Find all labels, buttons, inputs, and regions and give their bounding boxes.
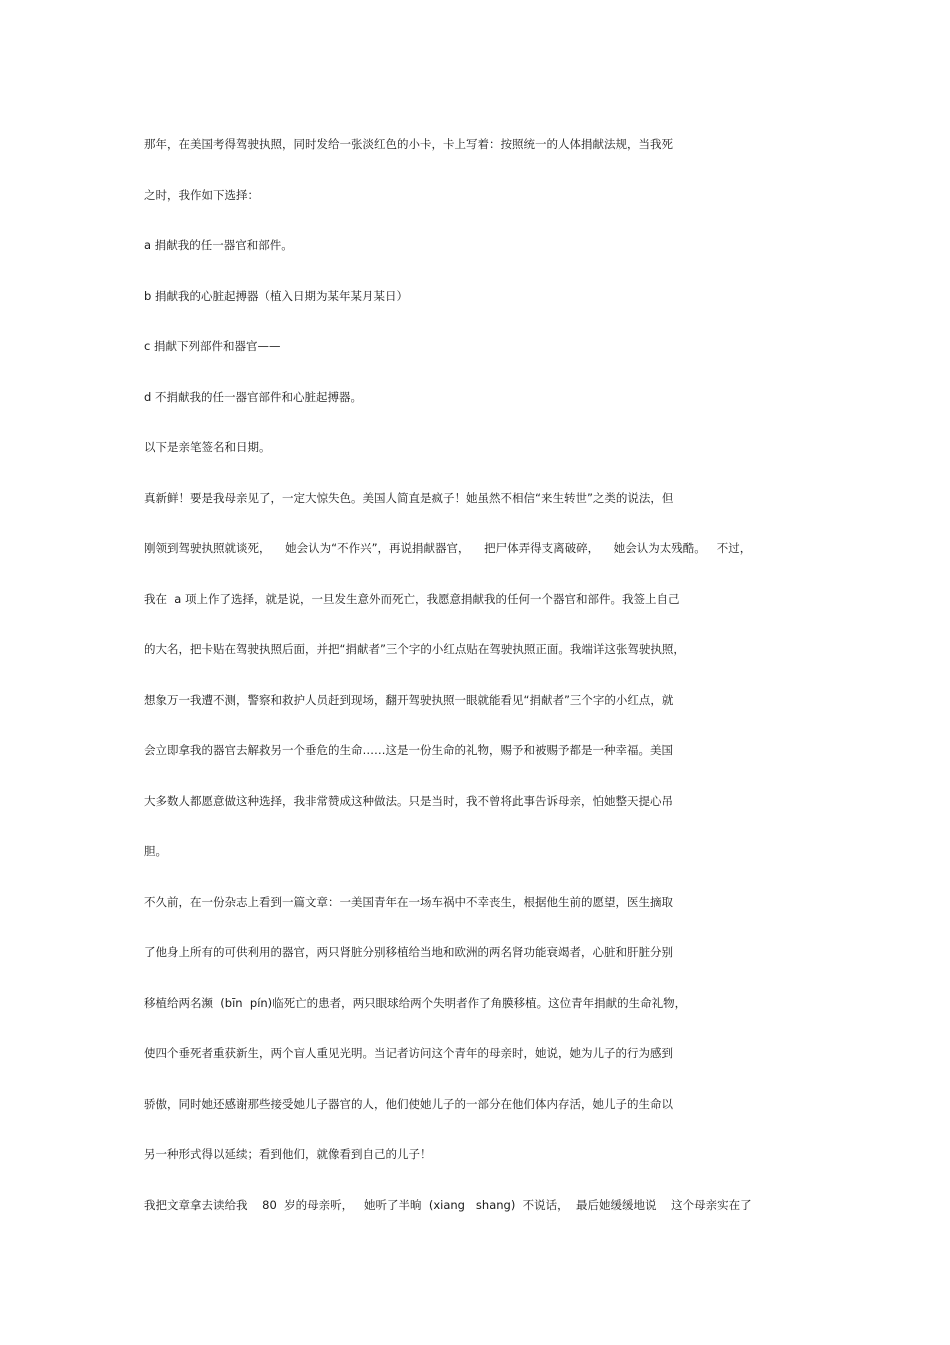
paragraph-line: 我把文章拿去读给我 80 岁的母亲听， 她听了半晌 (xiang shang) 不说话， 最后她缓缓地说 这个母亲实在了 — [144, 1197, 752, 1212]
paragraph-line: 以下是亲笔签名和日期。 — [144, 440, 271, 454]
paragraph-line: 了他身上所有的可供利用的器官，两只肾脏分别移植给当地和欧洲的两名肾功能衰竭者，心脏和肝脏分别 — [144, 945, 673, 959]
option-line: a 捐献我的任一器官和部件。 — [144, 238, 293, 252]
option-line: c 捐献下列部件和器官—— — [144, 339, 281, 353]
paragraph-line: 不久前，在一份杂志上看到一篇文章：一美国青年在一场车祸中不幸丧生，根据他生前的愿望，医生摘取 — [144, 894, 673, 909]
paragraph-line: 我在 a 项上作了选择，就是说，一旦发生意外而死亡，我愿意捐献我的任何一个器官和部件。我签上自己 — [144, 591, 680, 606]
paragraph-line: 骄傲，同时她还感谢那些接受她儿子器官的人，他们使她儿子的一部分在他们体内存活，她儿子的生命以 — [144, 1096, 673, 1111]
paragraph-line: 使四个垂死者重获新生，两个盲人重见光明。当记者访问这个青年的母亲时，她说，她为儿子的行为感到 — [144, 1046, 673, 1060]
paragraph-line: 刚领到驾驶执照就谈死， 她会认为“不作兴”，再说捐献器官， 把尸体弄得支离破碎， 她会认为太残酷。 不过， — [144, 541, 752, 555]
paragraph-line: 的大名，把卡贴在驾驶执照后面，并把“捐献者”三个字的小红点贴在驾驶执照正面。我端详这张驾驶执照， — [144, 642, 685, 656]
article-body — [144, 134, 824, 1245]
option-line: b 捐献我的心脏起搏器（植入日期为某年某月某日） — [144, 288, 408, 303]
paragraph-line: 真新鲜！要是我母亲见了，一定大惊失色。美国人简直是疯子！她虽然不相信“来生转世”之类的说法，但 — [144, 490, 674, 505]
paragraph-line: 会立即拿我的器官去解救另一个垂危的生命……这是一份生命的礼物，赐予和被赐予都是一种幸福。美国 — [144, 743, 673, 757]
paragraph-line: 之时，我作如下选择： — [144, 187, 259, 202]
paragraph-line: 大多数人都愿意做这种选择，我非常赞成这种做法。只是当时，我不曾将此事告诉母亲，怕她整天提心吊 — [144, 793, 673, 808]
option-line: d 不捐献我的任一器官部件和心脏起搏器。 — [144, 389, 362, 404]
paragraph-line: 那年，在美国考得驾驶执照，同时发给一张淡红色的小卡，卡上写着：按照统一的人体捐献法规，当我死 — [144, 137, 673, 151]
paragraph-line: 另一种形式得以延续；看到他们，就像看到自己的儿子！ — [144, 1147, 432, 1161]
paragraph-line: 想象万一我遭不测，警察和救护人员赶到现场，翻开驾驶执照一眼就能看见“捐献者”三个字的小红点，就 — [144, 692, 674, 707]
paragraph-line: 移植给两名濒 (bīn pín)临死亡的患者，两只眼球给两个失明者作了角膜移植。这位青年捐献的生命礼物， — [144, 995, 687, 1010]
paragraph-line: 胆。 — [144, 844, 167, 858]
